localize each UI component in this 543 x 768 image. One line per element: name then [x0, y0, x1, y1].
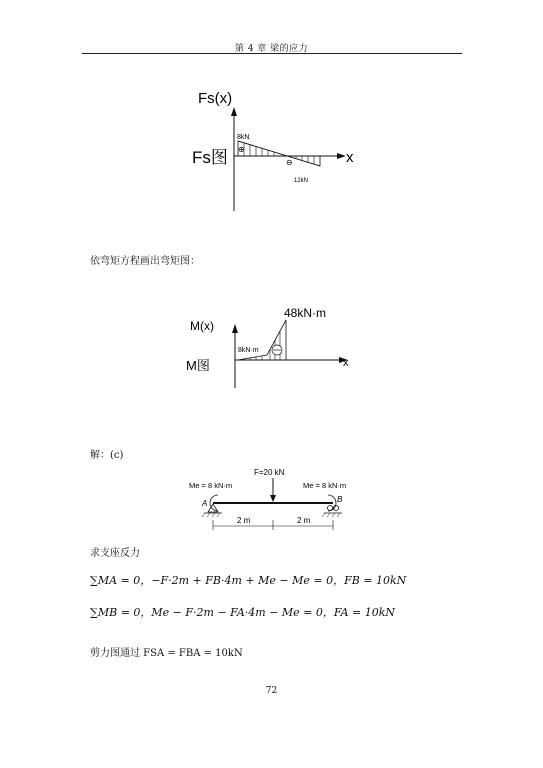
moment-x-label: x	[343, 357, 349, 369]
page-header: 第 4 章 梁的应力	[234, 44, 309, 54]
bending-moment-diagram	[180, 300, 380, 390]
right-moment-label: Me = 8 kN·m	[303, 481, 347, 490]
header-rule	[82, 53, 462, 54]
span-right-label: 2 m	[297, 516, 311, 525]
page-number: 72	[265, 686, 278, 696]
reactions-heading: 求支座反力	[90, 548, 140, 559]
moment-y-label: M(x)	[190, 319, 214, 333]
shear-statement: 剪力图通过 FSA = FBA = 10kN	[90, 648, 243, 659]
shear-x-arrow	[337, 153, 346, 159]
load-arrow-head	[270, 495, 276, 502]
shear-y-label: Fs(x)	[198, 90, 233, 107]
moment-y-arrow	[232, 324, 238, 333]
shear-sign-positive: ⊕	[238, 145, 245, 154]
span-left-label: 2 m	[237, 516, 251, 525]
equation-1: ∑MA = 0，−F·2m + FB·4m + Me − Me = 0，FB = 10kN	[90, 574, 407, 587]
shear-x-label: x	[346, 149, 354, 166]
beam-figure	[185, 462, 365, 536]
support-a-hatch	[202, 513, 220, 517]
support-a-label: A	[202, 499, 208, 508]
moment-intro-text: 依弯矩方程画出弯矩图：	[90, 256, 200, 267]
shear-value-negative: 12kN	[294, 178, 309, 184]
shear-hatch-positive	[244, 143, 274, 156]
support-b-label: B	[337, 495, 343, 504]
left-moment-label: Me = 8 kN·m	[189, 481, 233, 490]
moment-side-label: M图	[186, 358, 210, 373]
shear-side-label: Fs图	[192, 148, 228, 167]
solution-label: 解：(c)	[90, 450, 124, 461]
shear-value-positive: 8kN	[237, 134, 250, 141]
moment-value-small: 8kN·m	[238, 347, 259, 354]
shear-force-diagram	[180, 85, 380, 215]
load-label: F=20 kN	[254, 468, 285, 477]
support-b-roller-1	[328, 506, 333, 511]
shear-sign-negative: ⊖	[286, 158, 293, 167]
equation-2: ∑MB = 0，Me − F·2m − FA·4m − Me = 0，FA = 10kN	[90, 606, 396, 619]
support-b-hatch	[322, 513, 340, 517]
shear-slope-line	[238, 141, 320, 166]
shear-y-arrow	[231, 107, 237, 116]
moment-value-large: 48kN·m	[284, 306, 327, 320]
